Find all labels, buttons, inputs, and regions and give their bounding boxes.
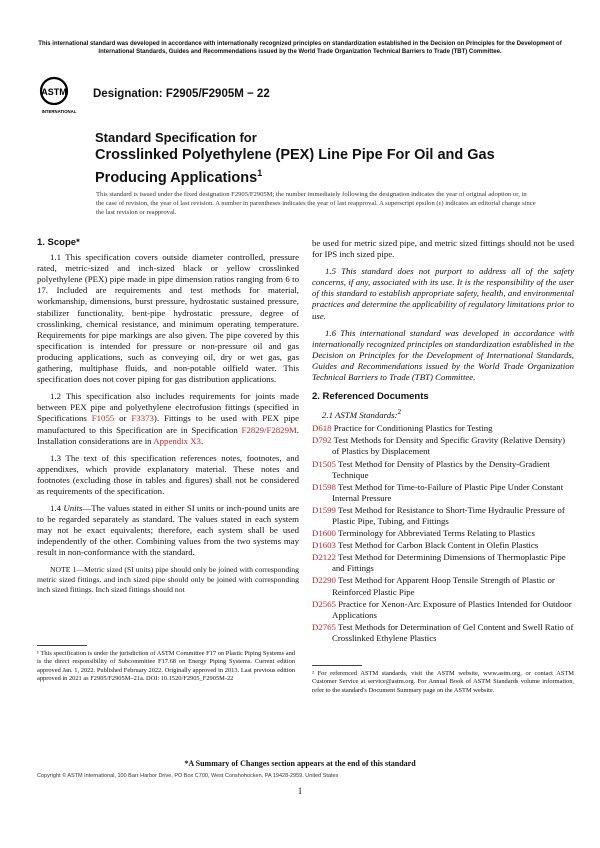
reference-code-link[interactable]: D618 <box>312 423 332 434</box>
reference-code-link[interactable]: D1600 <box>312 528 336 539</box>
reference-title: Test Method for Density of Plastics by the Density-Gradient Technique <box>332 458 550 480</box>
reference-item <box>312 435 574 457</box>
top-notice: This international standard was developed in accordance with internationally recognized principles on standardization established in the Decision on Principles for the Development of International Standards, Guides and Recommendations issued by the World Trade Organization Technical Barriers to Trade (TBT) Committee. <box>38 41 562 55</box>
reference-code-link[interactable]: D2290 <box>312 575 336 586</box>
reference-item <box>312 540 574 551</box>
reference-item <box>312 423 574 434</box>
title-line1: Standard Specification for <box>95 130 257 145</box>
reference-title: Practice for Xenon-Arc Exposure of Plastics Intended for Outdoor Applications <box>332 598 572 620</box>
link-f3373[interactable]: F3373 <box>131 413 154 424</box>
astm-standards-label: 2.1 ASTM Standards:$^2$ <box>322 407 402 421</box>
reference-title: Test Method for Resistance to Short-Time Hydraulic Pressure of Plastic Pipe, Tubing, and Fittings <box>332 504 565 526</box>
reference-item <box>312 575 574 597</box>
reference-title: Test Method for Time-to-Failure of Plastic Pipe Under Constant Internal Pressure <box>332 481 564 503</box>
reference-title: Terminology for Abbreviated Terms Relating to Plastics <box>335 528 535 539</box>
right-column <box>312 238 574 645</box>
reference-code-link[interactable]: D1598 <box>312 481 336 492</box>
reference-title: Test Method for Carbon Black Content in Olefin Plastics <box>335 540 539 551</box>
reference-item <box>312 599 574 621</box>
reference-item <box>312 505 574 527</box>
reference-title: Test Methods for Density and Specific Gravity (Relative Density) of Plastics by Displacement <box>331 435 566 457</box>
designation: Designation: F2905/F2905M − 22 <box>93 88 270 100</box>
footnote-rule-left <box>37 645 87 646</box>
para-1-6: 1.6 This international standard was developed in accordance with internationally recognized principles on standardization established in the Decision on Principles for the Development of International Standards, Guides and Recommendations issued by the World Trade Organization Technical Barriers to Trade (TBT) Committee. <box>312 327 575 383</box>
reference-code-link[interactable]: D1603 <box>312 540 336 551</box>
reference-code-link[interactable]: D792 <box>312 435 332 446</box>
references-heading: 2. Referenced Documents <box>312 391 429 403</box>
title-block <box>95 130 535 187</box>
reference-title: Test Method for Determining Dimensions of Thermoplastic Pipe and Fittings <box>332 552 566 574</box>
reference-item <box>312 528 574 539</box>
reference-code-link[interactable]: D2122 <box>312 552 336 563</box>
footnote-1: ¹ This specification is under the jurisdiction of ASTM Committee F17 on Plastic Piping Systems and is the direct responsibility of Subcommittee F17.68 on Energy Piping Systems. Current edition approved Jan. 1, 2022. Published February 2022. Originally approved in 2013. Last previous edition approved in 2021 as F2905/F2905M–21a. DOI: 10.1520/F2905_F2905M-22 <box>37 650 295 683</box>
para-1-5: 1.5 This standard does not purport to address all of the safety concerns, if any, associated with its use. It is the responsibility of the user of this standard to establish appropriate safety, health, and environmental practices and determine the applicability of regulatory limitations prior to use. <box>312 266 574 321</box>
para-1-1: 1.1 This specification covers outside diameter controlled, pressure rated, metric-sized and inch-sized black or yellow crosslinked polyethylene (PEX) pipe made in pipe dimension ratios ranging from 6 to 17. Included are requirements and test methods for material, workmanship, dimensions, burst pressure, hydrostatic sustained pressure, stabilizer functionality, bent-pipe hydrostatic pressure, degree of crosslinking, chemical resistance, and minimum operating temperature. Requirements for pipe markings are also given. The pipe covered by this specification is intended for pressure or non-pressure oil and gas producing applications, such as conveying oil, dry or wet gas, gas gathering, multiphase fluids, and non-potable oilfield water. This specification does not cover piping for gas distribution applications. <box>37 252 299 385</box>
reference-item <box>312 482 574 504</box>
reference-title: Practice for Conditioning Plastics for Testing <box>331 423 493 434</box>
reference-title: Test Methods for Determination of Gel Content and Swell Ratio of Crosslinked Ethylene Plastics <box>332 621 574 643</box>
copyright: Copyright © ASTM International, 100 Barr Harbor Drive, PO Box C700, West Conshohocken, PA 19428-2959. United States <box>37 773 339 779</box>
svg-text:ASTM: ASTM <box>41 87 67 97</box>
reference-code-link[interactable]: D2765 <box>312 621 336 632</box>
reference-code-link[interactable]: D1505 <box>312 458 336 469</box>
reference-item <box>312 459 574 481</box>
title-footnote-ref: 1 <box>257 168 263 178</box>
astm-logo <box>38 76 82 116</box>
reference-item <box>312 622 574 644</box>
page-number: 1 <box>297 786 303 796</box>
link-f1055[interactable]: F1055 <box>91 413 115 424</box>
left-column <box>37 237 299 595</box>
reference-code-link[interactable]: D1599 <box>312 504 336 515</box>
note-1-continued: be used for metric sized pipe, and metric sized fittings should not be used for IPS inch sized pipe. <box>312 238 574 260</box>
para-1-3: 1.3 The text of this specification references notes, footnotes, and appendixes, which provide explanatory material. These notes and footnotes (excluding those in tables and figures) shall not be considered as requirements of the specification. <box>37 452 299 496</box>
summary-of-changes-note: *A Summary of Changes section appears at the end of this standard <box>184 759 416 768</box>
note-1: NOTE 1—Metric sized (SI units) pipe should only be joined with corresponding metric sized fittings, and inch sized pipe should only be joined with corresponding inch sized fittings. Inch sized fittings should not <box>37 564 299 594</box>
para-1-4: 1.4 Units—The values stated in either SI units or inch-pound units are to be regarded separately as standard. The values stated in each system may not be exact equivalents; therefore, each system shall be used independently of the other. Combining values from the two systems may result in non-conformance with the standard. <box>37 503 299 558</box>
svg-text:INTERNATIONAL: INTERNATIONAL <box>41 109 77 114</box>
reference-item <box>312 552 574 574</box>
footnote-rule-right <box>312 665 362 666</box>
issued-note: This standard is issued under the fixed designation F2905/F2905M; the number immediately following the designation indicates the year of original adoption or, in the case of revision, the year of last revision. A number in parentheses indicates the year of last reapproval. A superscript epsilon (ε) indicates an editorial change since the last revision or reapproval. <box>96 191 536 216</box>
footnote-2: ² For referenced ASTM standards, visit the ASTM website, www.astm.org, or contact ASTM Customer Service at service@astm.org. For Annual Book of ASTM Standards volume information, refer to the standard's Document Summary page on the ASTM website. <box>312 670 574 694</box>
para-1-2: 1.2 This specification also includes requirements for joints made between PEX pipe and polyethylene electrofusion fittings (specified in Specifications F1055 or F3373). Fittings to be used with PEX pipe manufactured to this Specification are in Specification F2829/F2829M. Installation considerations are in Appendix X3. <box>37 391 299 446</box>
link-f2829[interactable]: F2829/F2829M <box>241 424 297 435</box>
title-line2: Crosslinked Polyethylene (PEX) Line Pipe For Oil and Gas Producing Applications$^1$ <box>95 147 495 186</box>
reference-list <box>312 423 574 644</box>
reference-code-link[interactable]: D2565 <box>312 598 336 609</box>
scope-heading: 1. Scope* <box>37 237 80 248</box>
link-appendix-x3[interactable]: Appendix X3 <box>153 435 201 446</box>
reference-title: Test Method for Apparent Hoop Tensile Strength of Plastic or Reinforced Plastic Pipe <box>332 575 555 597</box>
